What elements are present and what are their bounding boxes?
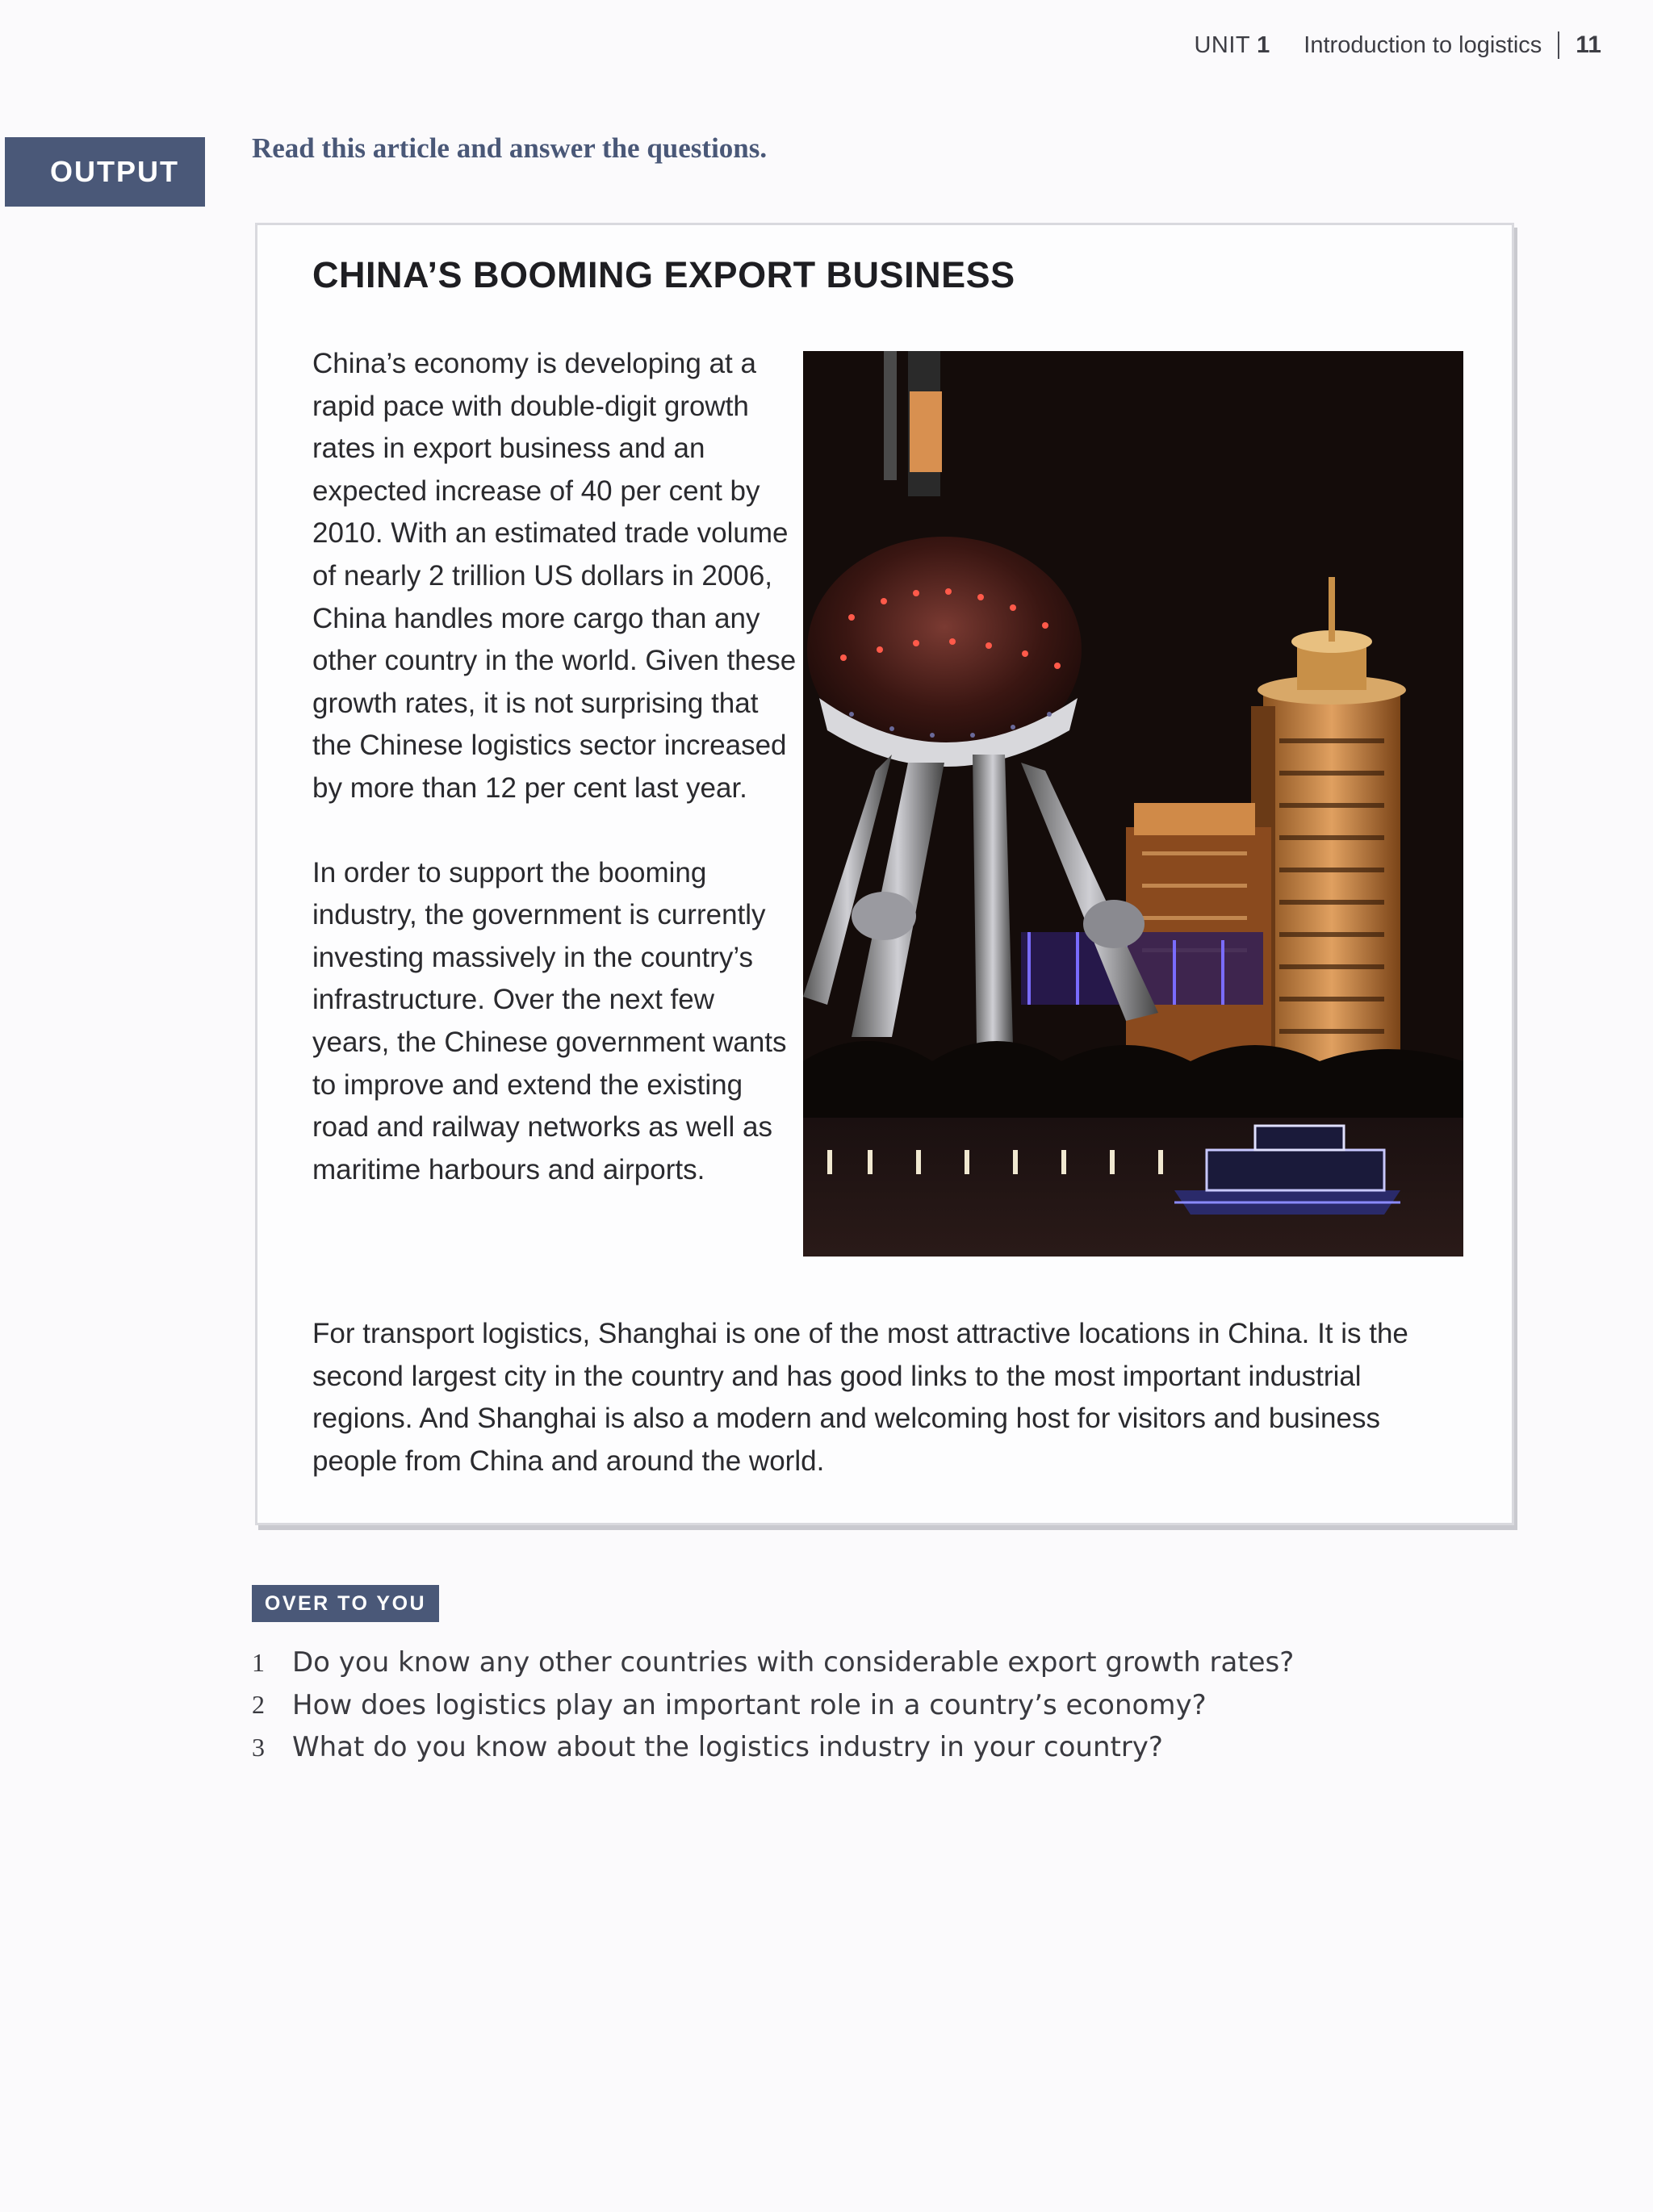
running-header <box>1194 29 1601 61</box>
article-paragraph-2: In order to support the booming industry, the government is currently investing massively in the country’s infrastructure. Over the next few years, the Chinese government wants to improve and extend the existing road and railway networks as well as maritime harbours and airports. <box>312 856 787 1185</box>
unit-title: Introduction to logistics <box>1304 31 1542 58</box>
question-text: How does logistics play an important role in a country’s economy? <box>292 1688 1207 1721</box>
question-number: 2 <box>252 1690 265 1720</box>
question-number: 3 <box>252 1732 265 1762</box>
article-paragraph-3: For transport logistics, Shanghai is one of the most attractive locations in China. It is the second largest city in the country and has good links to the most important industrial regions. And Shanghai is also a modern and welcoming host for visitors and business people from China and around the world. <box>312 1318 1408 1477</box>
unit-number: 1 <box>1257 31 1270 58</box>
output-section-tab: OUTPUT <box>5 137 205 207</box>
question-item <box>252 1641 1294 1684</box>
page-number: 11 <box>1576 31 1601 58</box>
over-to-you-badge: OVER TO YOU <box>252 1585 439 1622</box>
shanghai-night-photo <box>803 351 1463 1257</box>
question-number: 1 <box>252 1647 265 1677</box>
question-text: Do you know any other countries with considerable export growth rates? <box>292 1646 1295 1679</box>
instruction-text: Read this article and answer the questions. <box>252 132 768 164</box>
oriental-pearl-tower-illustration <box>803 351 1463 1257</box>
article-paragraph-1: China’s economy is developing at a rapid pace with double-digit growth rates in export business and an expected increase of 40 per cent by 2010. With an estimated trade volume of nearly 2 trillion US dollars in 2006, China handles more cargo than any other country in the world. Given these growth rates, it is not surprising that the Chinese logistics sector increased by more than 12 per cent last year. <box>312 348 797 804</box>
article-left-column <box>312 343 797 1191</box>
header-divider <box>1558 31 1559 59</box>
question-item <box>252 1684 1294 1727</box>
unit-label: UNIT <box>1194 31 1251 58</box>
question-item <box>252 1726 1294 1769</box>
discussion-questions <box>252 1641 1294 1769</box>
question-text: What do you know about the logistics industry in your country? <box>292 1731 1163 1764</box>
article-title: CHINA’S BOOMING EXPORT BUSINESS <box>312 254 1015 295</box>
article-box <box>255 223 1514 1525</box>
